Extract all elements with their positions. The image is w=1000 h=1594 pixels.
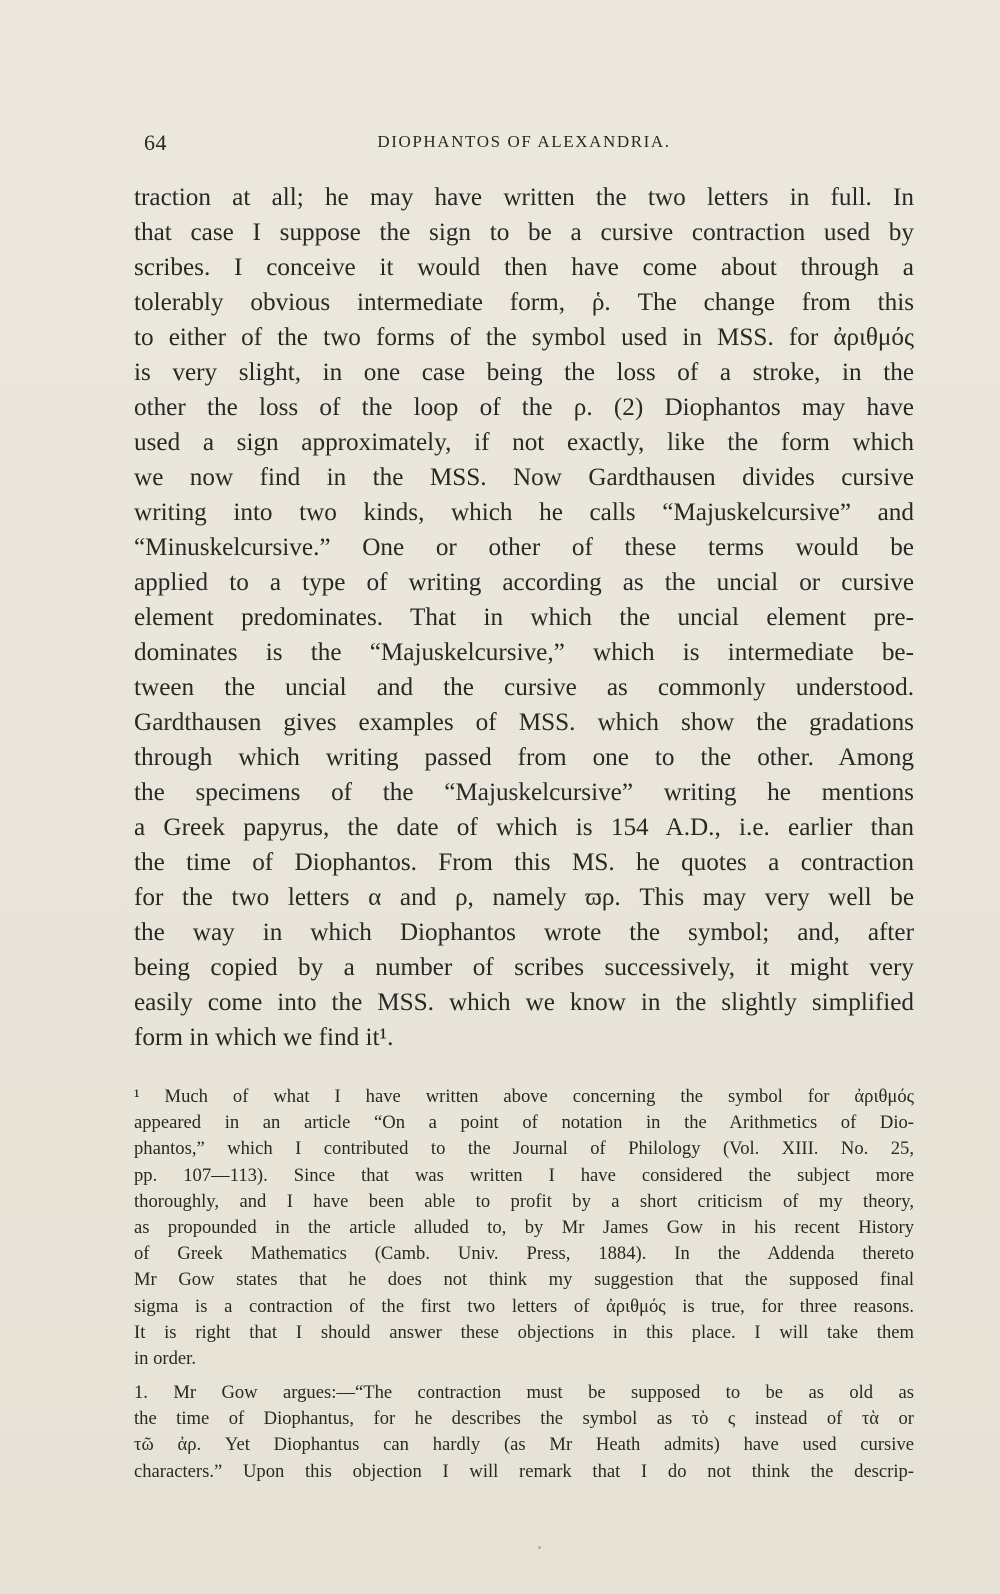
body-line: the time of Diophantos. From this MS. he quotes a contraction: [134, 849, 914, 876]
running-title: DIOPHANTOS OF ALEXANDRIA.: [377, 132, 671, 151]
body-line: traction at all; he may have written the two letters in full. In: [134, 184, 914, 211]
body-line: element predominates. That in which the uncial element pre-: [134, 604, 914, 631]
footnote-line: τῶ ἀρ. Yet Diophantus can hardly (as Mr Heath admits) have used cursive: [134, 1434, 914, 1456]
body-line: the way in which Diophantos wrote the symbol; and, after: [134, 919, 914, 946]
body-line: used a sign approximately, if not exactly, like the form which: [134, 429, 914, 456]
footnote-1: [134, 1084, 914, 1372]
footnote-line: appeared in an article “On a point of notation in the Arithmetics of Dio-: [134, 1112, 914, 1134]
page-number: 64: [144, 130, 167, 155]
body-line: applied to a type of writing according as the uncial or cursive: [134, 569, 914, 596]
paper-speck: [538, 1546, 541, 1549]
body-line: through which writing passed from one to the other. Among: [134, 744, 914, 771]
body-line: is very slight, in one case being the loss of a stroke, in the: [134, 359, 914, 386]
footnote-line: the time of Diophantus, for he describes the symbol as τὸ ς instead of τὰ or: [134, 1408, 914, 1430]
body-line: scribes. I conceive it would then have come about through a: [134, 254, 914, 281]
footnote-line: sigma is a contraction of the first two letters of ἀριθμός is true, for three reasons.: [134, 1295, 914, 1317]
body-line: writing into two kinds, which he calls “Majuskelcursive” and: [134, 499, 914, 526]
footnote-line: Mr Gow states that he does not think my suggestion that the supposed final: [134, 1269, 914, 1291]
body-line: a Greek papyrus, the date of which is 154 A.D., i.e. earlier than: [134, 814, 914, 841]
footnote-line: characters.” Upon this objection I will remark that I do not think the descrip-: [134, 1460, 914, 1482]
body-line: the specimens of the “Majuskelcursive” writing he mentions: [134, 779, 914, 806]
body-line: being copied by a number of scribes successively, it might very: [134, 954, 914, 981]
body-line: “Minuskelcursive.” One or other of these terms would be: [134, 534, 914, 561]
body-text: [134, 180, 914, 1055]
body-line: we now find in the MSS. Now Gardthausen divides cursive: [134, 464, 914, 491]
body-line: easily come into the MSS. which we know in the slightly simplified: [134, 989, 914, 1016]
body-line: Gardthausen gives examples of MSS. which show the gradations: [134, 709, 914, 736]
body-line: dominates is the “Majuskelcursive,” which is intermediate be-: [134, 639, 914, 666]
page-header: [134, 130, 914, 164]
footnote-line: 1. Mr Gow argues:—“The contraction must be supposed to be as old as: [134, 1382, 914, 1404]
body-line: that case I suppose the sign to be a cursive contraction used by: [134, 219, 914, 246]
footnote-line: pp. 107—113). Since that was written I have considered the subject more: [134, 1164, 914, 1186]
body-line: for the two letters α and ρ, namely ϖρ. This may very well be: [134, 884, 914, 911]
footnote-spacer: [134, 1372, 914, 1380]
footnote-line: in order.: [134, 1347, 196, 1369]
footnote-line: of Greek Mathematics (Camb. Univ. Press, 1884). In the Addenda thereto: [134, 1243, 914, 1265]
body-line: form in which we find it¹.: [134, 1024, 394, 1051]
body-line: to either of the two forms of the symbol used in MSS. for ἀριθμός: [134, 324, 914, 351]
footnote-line: It is right that I should answer these objections in this place. I will take them: [134, 1321, 914, 1343]
body-line: other the loss of the loop of the ρ. (2) Diophantos may have: [134, 394, 914, 421]
footnotes: [134, 1084, 914, 1485]
footnote-line: phantos,” which I contributed to the Journal of Philology (Vol. XIII. No. 25,: [134, 1138, 914, 1160]
footnote-item-1: [134, 1380, 914, 1485]
footnote-line: ¹ Much of what I have written above concerning the symbol for ἀριθμός: [134, 1086, 914, 1107]
body-line: tolerably obvious intermediate form, ῥ. The change from this: [134, 289, 914, 316]
footnote-line: thoroughly, and I have been able to profit by a short criticism of my theory,: [134, 1190, 914, 1212]
body-line: tween the uncial and the cursive as commonly understood.: [134, 674, 914, 701]
footnote-line: as propounded in the article alluded to, by Mr James Gow in his recent History: [134, 1216, 914, 1238]
